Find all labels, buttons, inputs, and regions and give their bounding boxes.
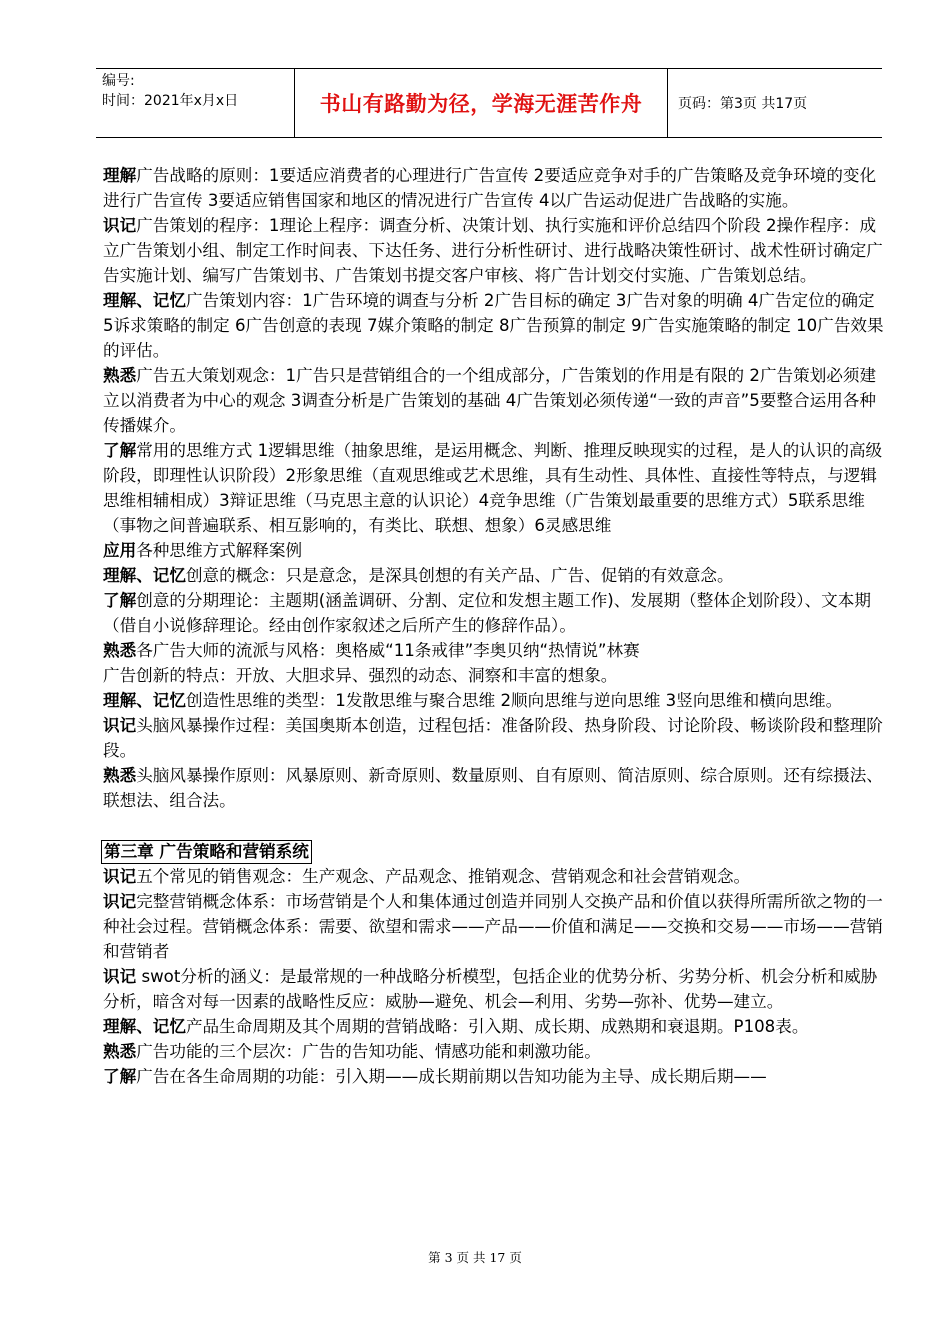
paragraph-keyword: 识记 [103, 716, 137, 735]
paragraph-text: 广告创新的特点：开放、大胆求异、强烈的动态、洞察和丰富的想象。 [103, 666, 618, 685]
paragraph-text: 常用的思维方式 1逻辑思维（抽象思维，是运用概念、判断、推理反映现实的过程，是人的认识的高级阶段，即理性认识阶段）2形象思维（直观思维或艺术思维，具有生动性、具体性、直接性等特点，与逻辑思维相辅相成）3辩证思维（马克思主意的认识论）4竞争思维（广告策划最重要的思维方式）5联系思维（事物之间普遍联系、相互影响的，有类比、联想、想象）6灵感思维 [103, 441, 883, 535]
document-body [103, 163, 887, 1089]
paragraph-keyword: 了解 [103, 441, 137, 460]
paragraph-text: 头脑风暴操作原则：风暴原则、新奇原则、数量原则、自有原则、简洁原则、综合原则。还有综摄法、联想法、组合法。 [103, 766, 883, 810]
header-table [96, 68, 882, 138]
paragraph-text: 广告功能的三个层次：广告的告知功能、情感功能和刺激功能。 [136, 1042, 601, 1061]
paragraph-text: 各广告大师的流派与风格：奥格威“11条戒律”李奥贝纳“热情说”林赛 [136, 641, 640, 660]
paragraph [103, 638, 887, 663]
paragraph-keyword: 熟悉 [103, 641, 137, 660]
paragraph-text: 创意的概念：只是意念，是深具创想的有关产品、广告、促销的有效意念。 [185, 566, 734, 585]
chapter-heading: 第三章 广告策略和营销系统 [101, 840, 312, 864]
paragraph-keyword: 识记 [103, 216, 137, 235]
paragraph-keyword: 识记 [103, 867, 137, 886]
paragraph-keyword: 熟悉 [103, 366, 137, 385]
paragraph-keyword: 应用 [103, 541, 137, 560]
section-gap [103, 813, 887, 838]
paragraph-keyword: 理解 [103, 166, 137, 185]
document-number-label: 编号: [102, 73, 135, 89]
paragraph [103, 288, 887, 363]
paragraph [103, 538, 887, 563]
paragraph [103, 588, 887, 638]
paragraph-text: 广告五大策划观念：1广告只是营销组合的一个组成部分，广告策划的作用是有限的 2广告策划必须建立以消费者为中心的观念 3调查分析是广告策划的基础 4广告策划必须传递“一致的声音”5要整合运用各种传播媒介。 [103, 366, 877, 435]
paragraph [103, 688, 887, 713]
section-chapter-three [103, 864, 887, 1089]
paragraph [103, 663, 887, 688]
paragraph [103, 1014, 887, 1039]
paragraph [103, 213, 887, 288]
chapter-heading-row [103, 838, 887, 864]
header-motto: 书山有路勤为径，学海无涯苦作舟 [319, 91, 643, 116]
paragraph-keyword: 识记 [103, 967, 137, 986]
paragraph [103, 1039, 887, 1064]
paragraph [103, 163, 887, 213]
paragraph-text: 广告在各生命周期的功能：引入期——成长期前期以告知功能为主导、成长期后期—— [136, 1067, 767, 1086]
paragraph-keyword: 理解、记忆 [103, 566, 186, 585]
paragraph-keyword: 识记 [103, 892, 137, 911]
paragraph-keyword: 理解、记忆 [103, 291, 186, 310]
paragraph-text: 五个常见的销售观念：生产观念、产品观念、推销观念、营销观念和社会营销观念。 [136, 867, 751, 886]
paragraph [103, 889, 887, 964]
paragraph [103, 1064, 887, 1089]
document-time-label: 时间：2021年x月x日 [102, 93, 239, 109]
paragraph-text: swot分析的涵义：是最常规的一种战略分析模型，包括企业的优势分析、劣势分析、机会分析和威胁分析，暗含对每一因素的战略性反应：威胁—避免、机会—利用、劣势—弥补、优势—建立。 [103, 967, 878, 1011]
paragraph [103, 864, 887, 889]
paragraph-keyword: 理解、记忆 [103, 1017, 186, 1036]
paragraph-keyword: 了解 [103, 1067, 137, 1086]
paragraph [103, 563, 887, 588]
header-page-number: 页码：第3页 共17页 [678, 96, 808, 112]
header-motto-cell [294, 69, 668, 137]
paragraph-keyword: 了解 [103, 591, 137, 610]
paragraph [103, 438, 887, 538]
paragraph-text: 产品生命周期及其个周期的营销战略：引入期、成长期、成熟期和衰退期。P108表。 [185, 1017, 809, 1036]
paragraph-text: 广告策划的程序：1理论上程序：调查分析、决策计划、执行实施和评价总结四个阶段 2操作程序：成立广告策划小组、制定工作时间表、下达任务、进行分析性研讨、进行战略决策性研讨、战术性研讨确定广告实施计划、编写广告策划书、广告策划书提交客户审核、将广告计划交付实施、广告策划总结。 [103, 216, 883, 285]
paragraph [103, 713, 887, 763]
section-chapter-two-continued [103, 163, 887, 813]
paragraph-text: 头脑风暴操作过程：美国奥斯本创造，过程包括：准备阶段、热身阶段、讨论阶段、畅谈阶段和整理阶段。 [103, 716, 883, 760]
paragraph [103, 763, 887, 813]
paragraph-text: 各种思维方式解释案例 [136, 541, 303, 560]
paragraph-text: 创意的分期理论：主题期(涵盖调研、分割、定位和发想主题工作)、发展期（整体企划阶段）、文本期（借自小说修辞理论。经由创作家叙述之后所产生的修辞作品）。 [103, 591, 871, 635]
paragraph [103, 964, 887, 1014]
paragraph-text: 广告策划内容：1广告环境的调查与分析 2广告目标的确定 3广告对象的明确 4广告定位的确定 5诉求策略的制定 6广告创意的表现 7媒介策略的制定 8广告预算的制定 9广告实施策略的制定 10广告效果的评估。 [103, 291, 884, 360]
paragraph-keyword: 熟悉 [103, 1042, 137, 1061]
paragraph [103, 363, 887, 438]
paragraph-text: 广告战略的原则：1要适应消费者的心理进行广告宣传 2要适应竞争对手的广告策略及竞争环境的变化进行广告宣传 3要适应销售国家和地区的情况进行广告宣传 4以广告运动促进广告战略的实施。 [103, 166, 877, 210]
paragraph-keyword: 熟悉 [103, 766, 137, 785]
page-footer: 第 3 页 共 17 页 [428, 1250, 522, 1265]
header-meta [96, 69, 294, 137]
paragraph-keyword: 理解、记忆 [103, 691, 186, 710]
paragraph-text: 创造性思维的类型：1发散思维与聚合思维 2顺向思维与逆向思维 3竖向思维和横向思维。 [185, 691, 843, 710]
header-page-cell [668, 69, 882, 137]
paragraph-text: 完整营销概念体系：市场营销是个人和集体通过创造并同别人交换产品和价值以获得所需所欲之物的一种社会过程。营销概念体系：需要、欲望和需求——产品——价值和满足——交换和交易——市场——营销和营销者 [103, 892, 883, 961]
